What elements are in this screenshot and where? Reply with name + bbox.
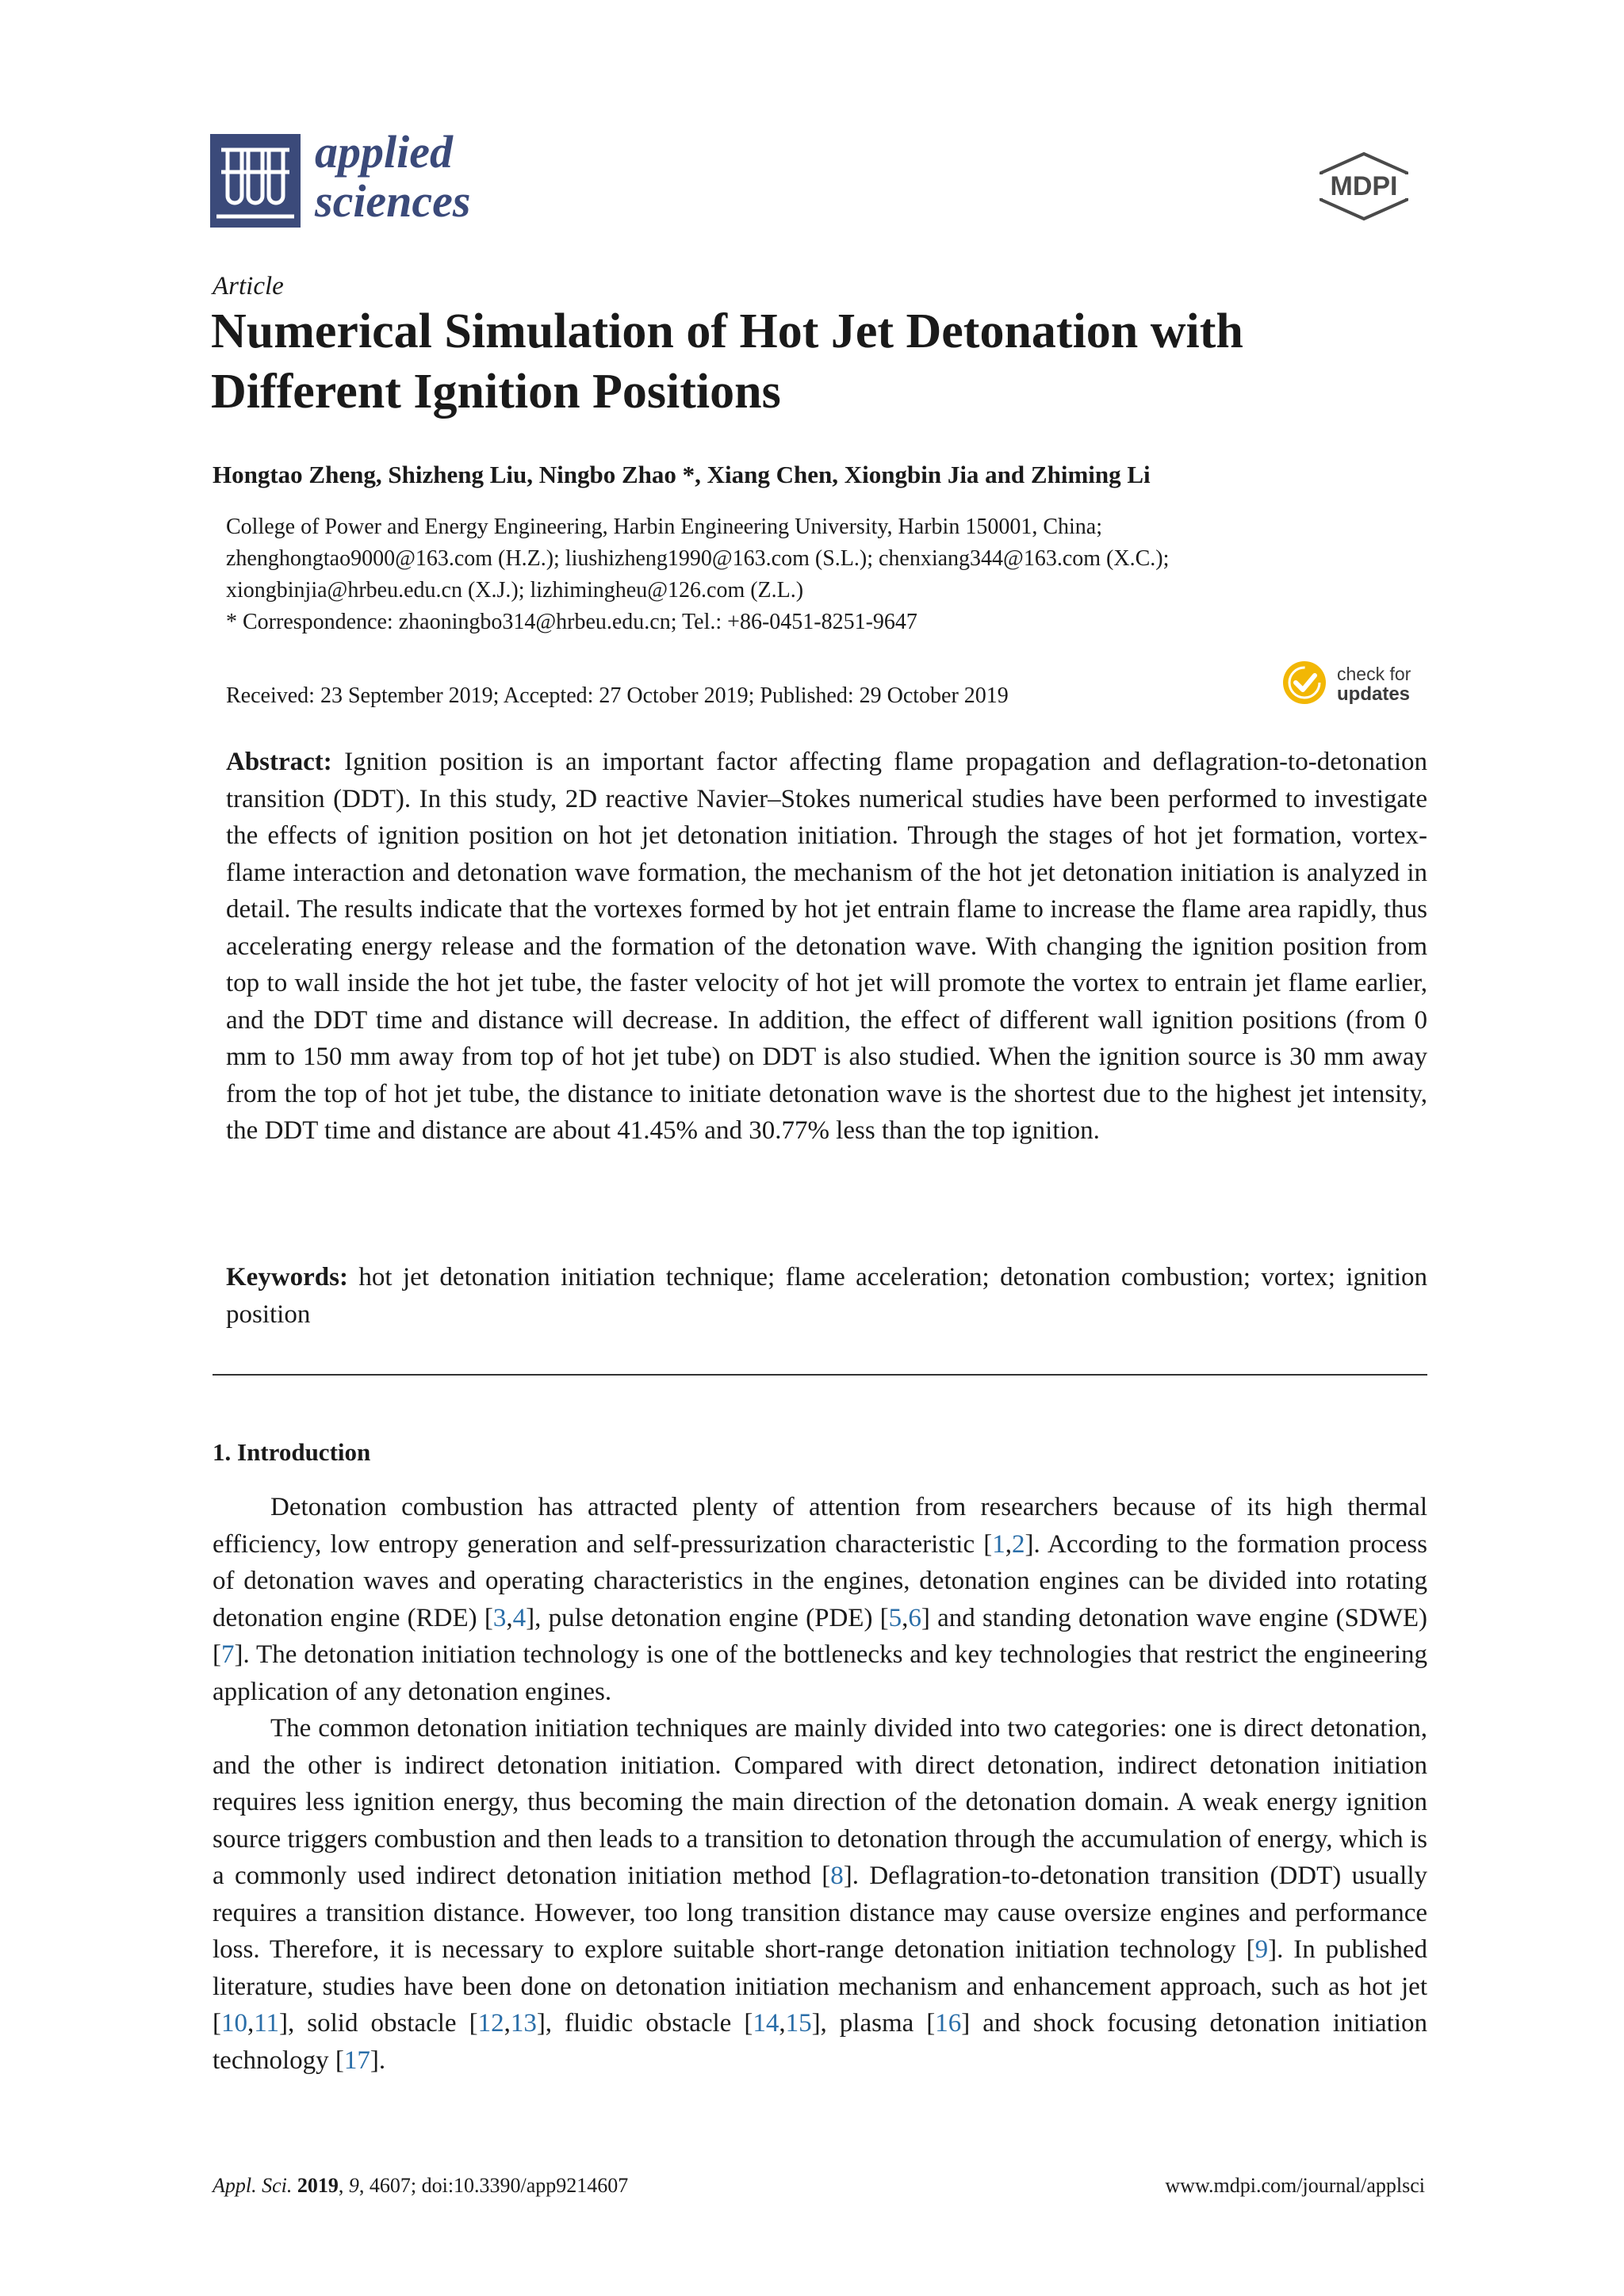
- citation-link[interactable]: 8: [830, 1862, 844, 1890]
- citation-link[interactable]: 4: [512, 1603, 527, 1632]
- check-circle-icon: [1281, 660, 1327, 706]
- affiliations: [226, 511, 1447, 638]
- title-line1: Numerical Simulation of Hot Jet Detonation with: [211, 304, 1243, 358]
- text-run: ]. Deflagration-to-detonation transition (DDT) usually requires a transition distance. However, too long transition distance may cause oversize engines and performance loss. Therefore, it is necessary to explore suitable short-range detonation initiation technology [: [213, 1862, 1427, 1964]
- affiliation-line: xiongbinjia@hrbeu.edu.cn (X.J.); lizhimingheu@126.com (Z.L.): [226, 578, 804, 603]
- text-run: ]. According to the formation process of detonation waves and operating characteristics in the engines, detonation engines can be divided into rotating detonation engine (RDE) [: [213, 1529, 1427, 1632]
- text-run: The common detonation initiation techniques are mainly divided into two categories: one is direct detonation, and the other is indirect detonation initiation. Compared with direct detonation, indirect detonation initiation requires less ignition energy, thus becoming the main direction of the detonation domain. A weak energy ignition source triggers combustion and then leads to a transition to detonation through the accumulation of energy, which is a commonly used indirect detonation initiation method [: [213, 1714, 1427, 1890]
- text-run: ]. The detonation initiation technology is one of the bottlenecks and key technologies that restrict the engineering application of any detonation engines.: [213, 1640, 1427, 1706]
- article-type: Article: [213, 272, 284, 300]
- citation-link[interactable]: 16: [935, 2009, 962, 2038]
- text-run: ,: [1005, 1529, 1012, 1559]
- affiliation-line: College of Power and Energy Engineering, Harbin Engineering University, Harbin 150001, China;: [226, 515, 1102, 539]
- abstract: [226, 744, 1427, 1150]
- section-divider: [213, 1374, 1427, 1376]
- text-run: ].: [370, 2045, 386, 2075]
- text-run: ,: [506, 1603, 513, 1632]
- publisher-name: MDPI: [1330, 171, 1398, 201]
- keywords: [226, 1259, 1427, 1333]
- paper-title: [211, 301, 1448, 422]
- text-run: ] and standing detonation wave engine (SDWE) [: [213, 1603, 1427, 1669]
- journal-logo[interactable]: [210, 126, 511, 234]
- text-run: ], pulse detonation engine (PDE) [: [526, 1603, 889, 1632]
- check-updates-line2: updates: [1337, 683, 1411, 705]
- journal-name-line2: sciences: [315, 175, 471, 227]
- citation-link[interactable]: 1: [992, 1529, 1005, 1559]
- text-run: ]. In published literature, studies have been done on detonation initiation mechanism and enhancement approach, such as hot jet [: [213, 1935, 1427, 2038]
- footer-doi: , 4607; doi:10.3390/app9214607: [358, 2174, 629, 2197]
- affiliation-line: zhenghongtao9000@163.com (H.Z.); liushizheng1990@163.com (S.L.); chenxiang344@163.com (X.C.);: [226, 546, 1170, 571]
- footer-journal-url[interactable]: www.mdpi.com/journal/applsci: [1165, 2174, 1425, 2197]
- text-run: ], fluidic obstacle [: [536, 2009, 753, 2038]
- citation-link[interactable]: 14: [753, 2009, 779, 2038]
- title-line2: Different Ignition Positions: [211, 365, 781, 419]
- citation-link[interactable]: 13: [510, 2009, 537, 2038]
- citation-link[interactable]: 11: [254, 2009, 280, 2038]
- footer-volume: 9: [348, 2174, 359, 2197]
- intro-paragraph-1: [213, 1489, 1427, 1710]
- mdpi-hexagon-icon: [1308, 151, 1419, 222]
- text-run: ] and shock focusing detonation initiation technology [: [213, 2009, 1427, 2075]
- correspondence: * Correspondence: zhaoningbo314@hrbeu.edu.cn; Tel.: +86-0451-8251-9647: [226, 610, 917, 634]
- citation-link[interactable]: 7: [221, 1640, 235, 1669]
- footer-citation: [213, 2174, 628, 2198]
- check-updates-line1: check for: [1337, 664, 1411, 684]
- journal-name-line1: applied: [315, 126, 453, 178]
- text-run: Detonation combustion has attracted plenty of attention from researchers because of its high thermal efficiency, low entropy generation and self-pressurization characteristic [: [213, 1493, 1427, 1559]
- citation-link[interactable]: 2: [1012, 1529, 1025, 1559]
- author-list: Hongtao Zheng, Shizheng Liu, Ningbo Zhao *, Xiang Chen, Xiongbin Jia and Zhiming Li: [213, 461, 1151, 488]
- citation-link[interactable]: 12: [477, 2009, 504, 2038]
- abstract-label: Abstract:: [226, 748, 332, 776]
- text-run: ,: [504, 2009, 511, 2038]
- text-run: ,: [338, 2174, 349, 2197]
- text-run: ,: [779, 2009, 786, 2038]
- text-run: ,: [902, 1603, 909, 1632]
- publisher-logo[interactable]: [1308, 151, 1419, 222]
- citation-link[interactable]: 3: [492, 1603, 507, 1632]
- citation-link[interactable]: 17: [343, 2045, 370, 2075]
- footer-journal-abbrev: Appl. Sci.: [213, 2174, 293, 2197]
- section-heading-introduction: 1. Introduction: [213, 1438, 371, 1466]
- intro-paragraph-2: [213, 1710, 1427, 2079]
- text-run: ,: [247, 2009, 255, 2038]
- abstract-text: Ignition position is an important factor affecting flame propagation and deflagration-to-detonation transition (DDT). In this study, 2D reactive Navier–Stokes numerical studies have been performed to investigate the effects of ignition position on hot jet detonation initiation. Through the stages of hot jet formation, vortex-flame interaction and detonation wave formation, the mechanism of the hot jet detonation initiation is analyzed in detail. The results indicate that the vortexes formed by hot jet entrain flame to increase the flame area rapidly, thus accelerating energy release and the formation of the detonation wave. With changing the ignition position from top to wall inside the hot jet tube, the faster velocity of hot jet will promote the vortex to entrain jet flame earlier, and the DDT time and distance will decrease. In addition, the effect of different wall ignition positions (from 0 mm to 150 mm away from top of hot jet tube) on DDT is also studied. When the ignition source is 30 mm away from the top of hot jet tube, the distance to initiate detonation wave is the shortest due to the highest jet intensity, the DDT time and distance are about 41.45% and 30.77% less than the top ignition.: [226, 748, 1428, 1145]
- footer-year: 2019: [297, 2174, 339, 2197]
- check-for-updates-button[interactable]: [1281, 658, 1440, 710]
- text-run: ], plasma [: [811, 2009, 936, 2038]
- text-run: ], solid obstacle [: [279, 2009, 478, 2038]
- check-updates-text: [1337, 664, 1411, 704]
- citation-link[interactable]: 5: [888, 1603, 902, 1632]
- citation-link[interactable]: 15: [785, 2009, 812, 2038]
- citation-link[interactable]: 6: [908, 1603, 921, 1632]
- keywords-label: Keywords:: [226, 1263, 348, 1292]
- citation-link[interactable]: 9: [1254, 1935, 1269, 1964]
- journal-name: [315, 128, 471, 226]
- journal-logo-mark-icon: [210, 134, 301, 228]
- citation-link[interactable]: 10: [221, 2009, 247, 2038]
- keywords-text: hot jet detonation initiation technique; flame acceleration; detonation combustion; vortex; ignition position: [226, 1263, 1427, 1329]
- publication-dates: Received: 23 September 2019; Accepted: 27 October 2019; Published: 29 October 2019: [226, 683, 1009, 708]
